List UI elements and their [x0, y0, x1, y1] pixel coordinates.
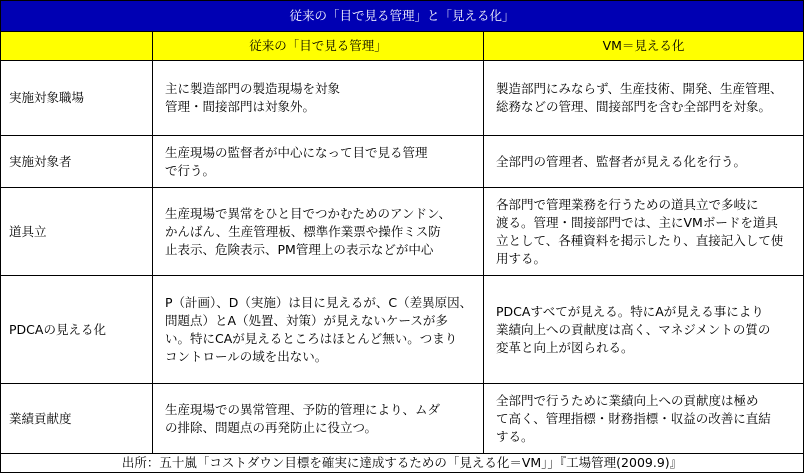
table-title: 従来の「目で見る管理」と「見える化」	[1, 1, 804, 32]
row-label: 道具立	[1, 188, 153, 276]
vm-cell: 製造部門にみならず、生産技術、開発、生産管理、 総務などの管理、間接部門を含む全部門を対象。	[484, 61, 804, 136]
vm-cell: 全部門で行うために業績向上への貢献度は極め て高く、管理指標・財務指標・収益の改善に直結 する。	[484, 384, 804, 454]
vm-cell: 各部門で管理業務を行うための道具立で多岐に 渡る。管理・間接部門では、主にVMボードを道具 立として、各種資料を掲示したり、直接記入して使 用する。	[484, 188, 804, 276]
table-title-row	[1, 1, 804, 32]
table-row	[1, 61, 804, 136]
row-label: 実施対象職場	[1, 61, 153, 136]
row-label: 業績貢献度	[1, 384, 153, 454]
traditional-cell: 生産現場で異常をひと目でつかむためのアンドン、 かんばん、生産管理板、標準作業票や操作ミス防 止表示、危険表示、PM管理上の表示などが中心	[153, 188, 484, 276]
header-vm: VM＝見える化	[484, 32, 804, 61]
source-citation: 出所：五十嵐「コストダウン目標を確実に達成するための「見える化＝VM」」『工場管理(2009.9)』	[1, 454, 804, 473]
row-label: 実施対象者	[1, 136, 153, 188]
traditional-cell: 生産現場での異常管理、予防的管理により、ムダ の排除、問題点の再発防止に役立つ。	[153, 384, 484, 454]
traditional-cell: 生産現場の監督者が中心になって目で見る管理 で行う。	[153, 136, 484, 188]
vm-cell: PDCAすべてが見える。特にAが見える事により 業績向上への貢献度は高く、マネジメントの質の 変革と向上が図られる。	[484, 276, 804, 384]
header-traditional: 従来の「目で見る管理」	[153, 32, 484, 61]
table-row	[1, 136, 804, 188]
traditional-cell: P（計画）、D（実施）は目に見えるが、C（差異原因、 問題点）とA（処置、対策）が見えないケースが多 い。特にCAが見えるところはほとんど無い。つまり コントロールの域を出ない。	[153, 276, 484, 384]
table-header-row	[1, 32, 804, 61]
traditional-cell: 主に製造部門の製造現場を対象 管理・間接部門は対象外。	[153, 61, 484, 136]
table-row	[1, 384, 804, 454]
table-row	[1, 188, 804, 276]
row-label: PDCAの見える化	[1, 276, 153, 384]
table-row	[1, 276, 804, 384]
header-empty	[1, 32, 153, 61]
vm-cell: 全部門の管理者、監督者が見える化を行う。	[484, 136, 804, 188]
